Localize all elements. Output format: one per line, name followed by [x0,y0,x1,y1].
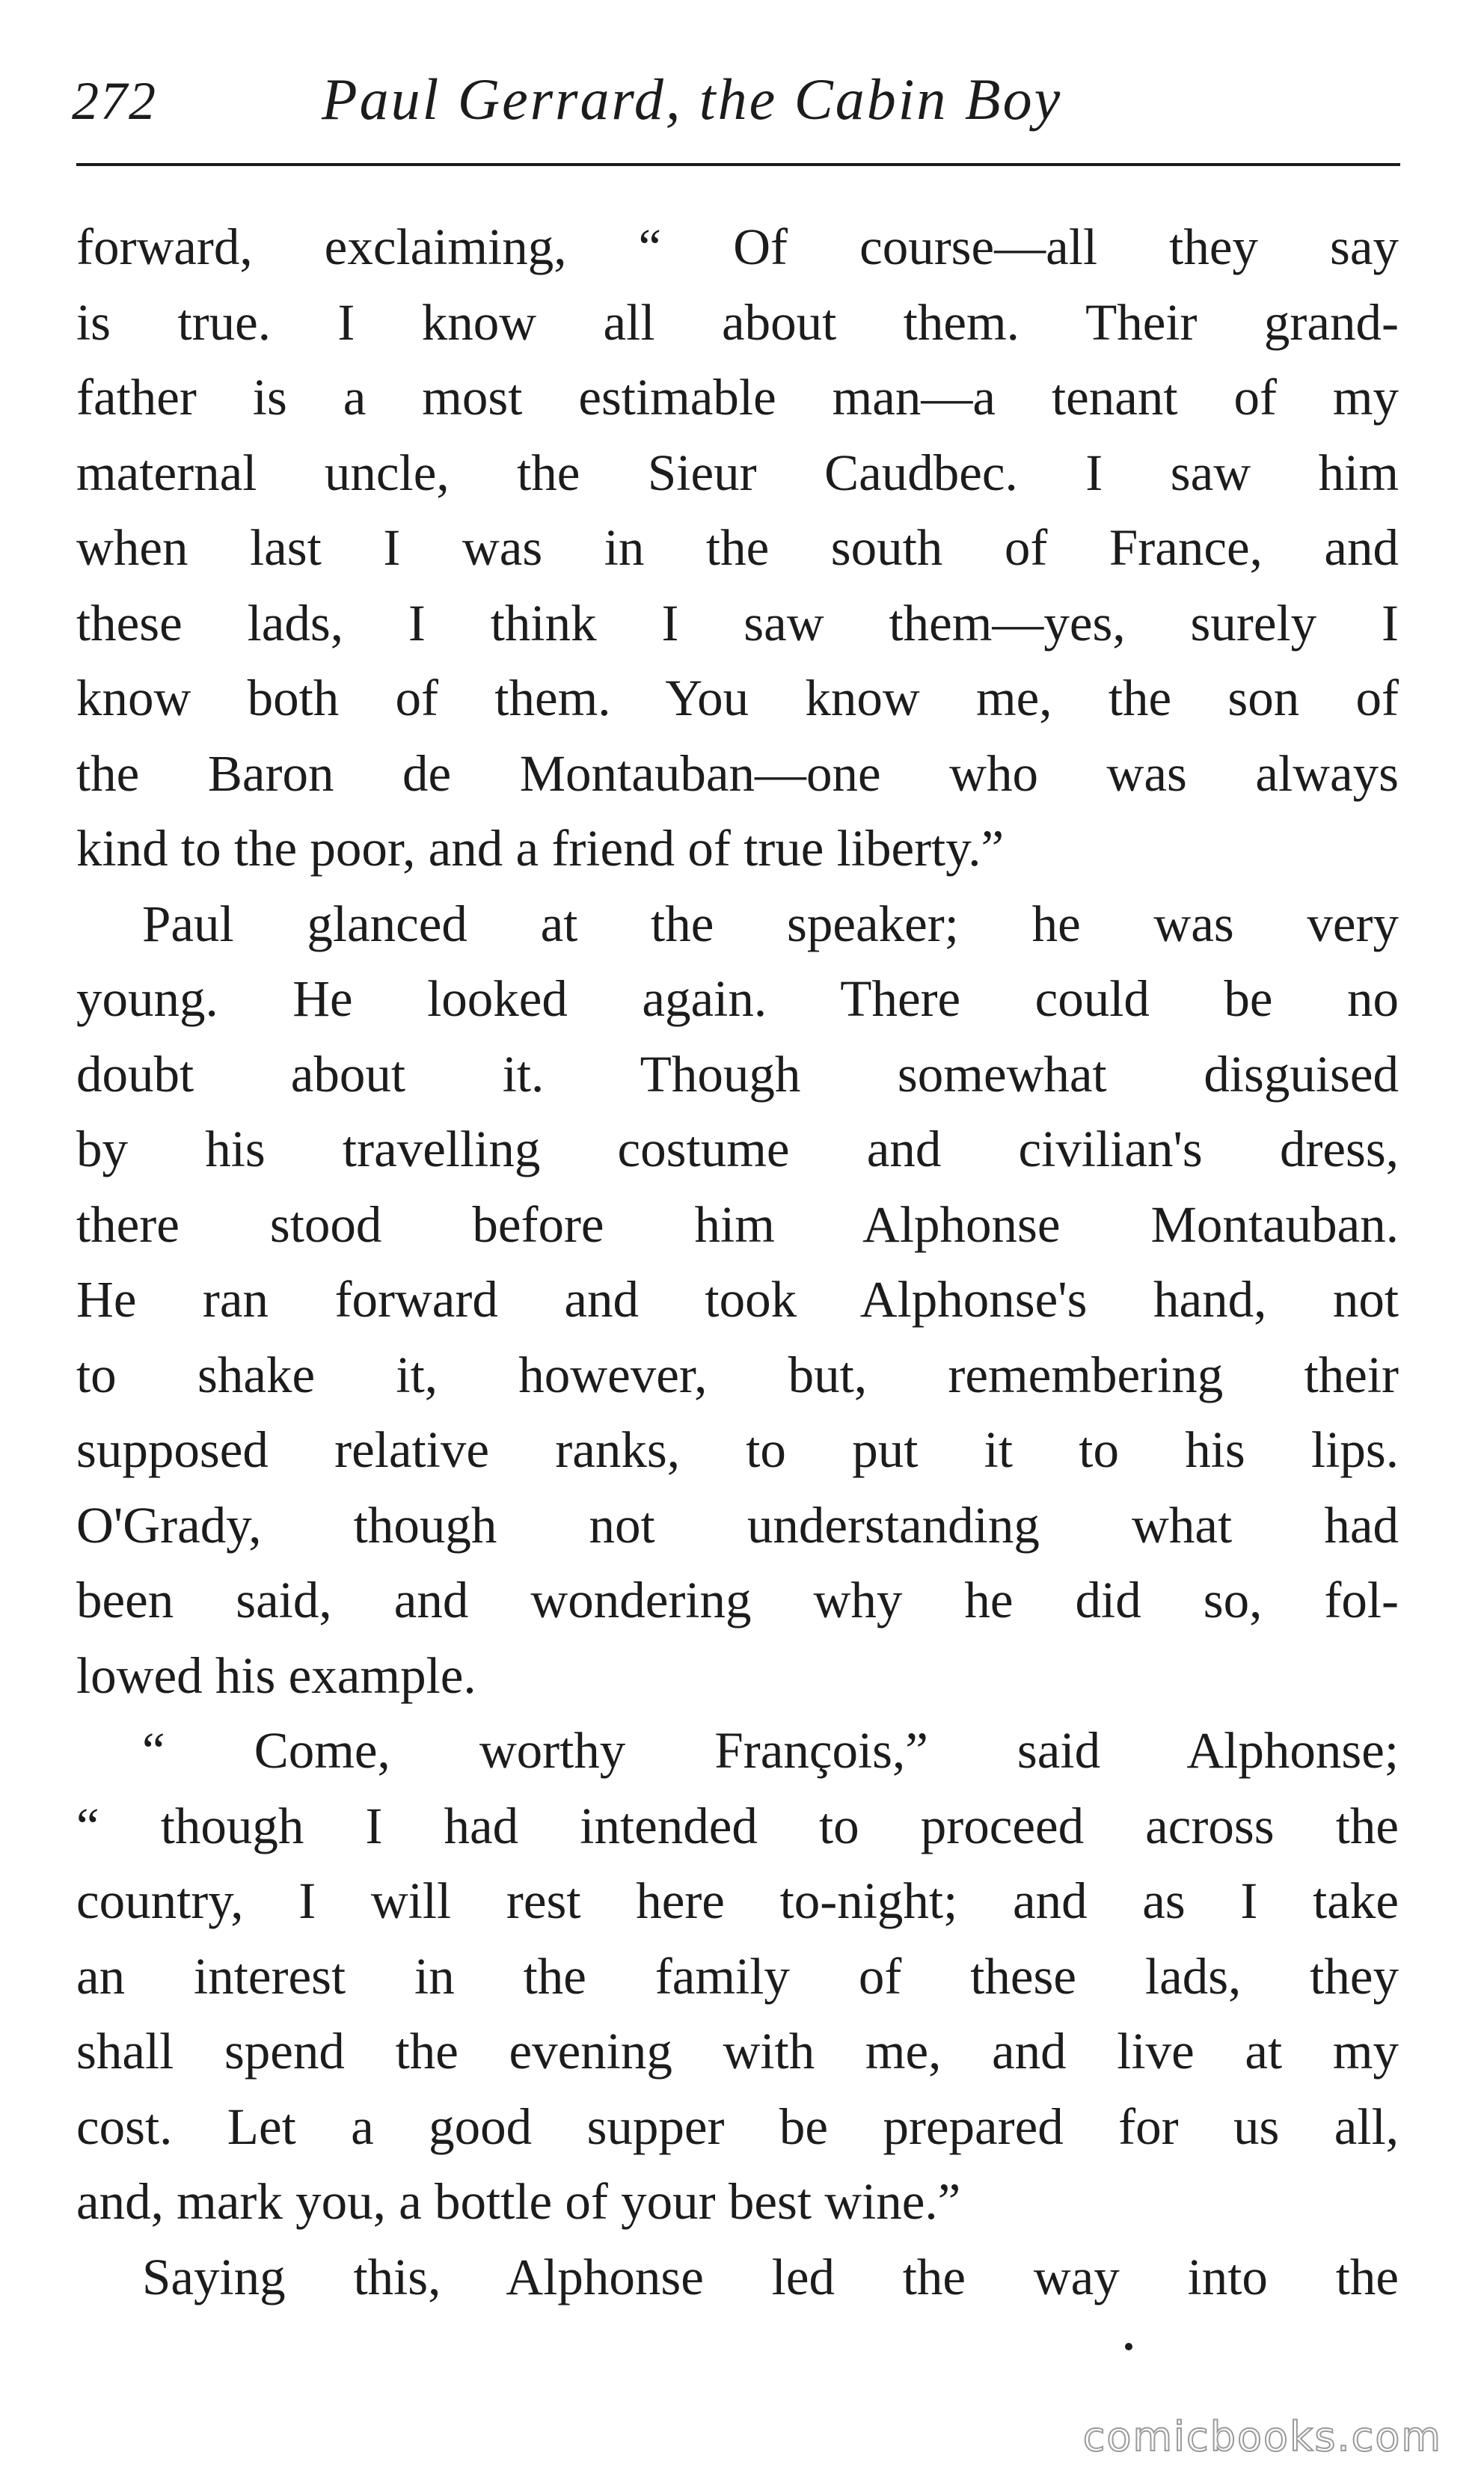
running-title: Paul Gerrard, the Cabin Boy [322,67,1063,132]
text-line: “ Come, worthy François,” said Alphonse; [142,1722,1399,1779]
header-rule [76,163,1400,166]
text-line: O'Grady, though not understanding what had [76,1496,1399,1554]
text-line: supposed relative ranks, to put it to his lips. [76,1421,1399,1478]
text-line: an interest in the family of these lads, they [76,1947,1399,2005]
watermark: comicbooks.com [1082,2413,1442,2460]
text-line: the Baron de Montauban—one who was always [76,744,1399,802]
text-line: He ran forward and took Alphonse's hand, not [76,1271,1399,1328]
text-line: lowed his example. [76,1646,476,1704]
text-line: young. He looked again. There could be no [76,970,1399,1027]
body-text [76,209,1399,2314]
text-line: forward, exclaiming, “ Of course—all they say [76,218,1399,275]
text-line: shall spend the evening with me, and live at my [76,2023,1399,2080]
text-line: “ though I had intended to proceed across the [76,1797,1399,1854]
text-line: doubt about it. Though somewhat disguised [76,1045,1399,1103]
text-line: when last I was in the south of France, and [76,519,1399,576]
running-header [72,60,1403,157]
text-line: these lads, I think I saw them—yes, surely I [76,594,1399,652]
text-line: cost. Let a good supper be prepared for us all, [76,2098,1399,2155]
text-line: there stood before him Alphonse Montauban. [76,1195,1399,1253]
text-line: is true. I know all about them. Their grand- [76,293,1399,351]
text-line: kind to the poor, and a friend of true liberty.” [76,820,1005,877]
text-line: know both of them. You know me, the son of [76,669,1399,726]
page-number: 272 [72,71,157,131]
text-line: father is a most estimable man—a tenant of my [76,369,1399,426]
text-line: by his travelling costume and civilian's dress, [76,1121,1399,1177]
text-line: been said, and wondering why he did so, fol- [76,1572,1399,1628]
text-line: Saying this, Alphonse led the way into the [142,2248,1399,2305]
printer-mark [1125,2343,1132,2350]
text-line: and, mark you, a bottle of your best wine.” [76,2173,961,2230]
text-line: country, I will rest here to-night; and as I take [76,1872,1399,1929]
text-line: to shake it, however, but, remembering their [76,1346,1399,1403]
text-line: Paul glanced at the speaker; he was very [142,895,1399,952]
text-line: maternal uncle, the Sieur Caudbec. I saw him [76,444,1399,501]
